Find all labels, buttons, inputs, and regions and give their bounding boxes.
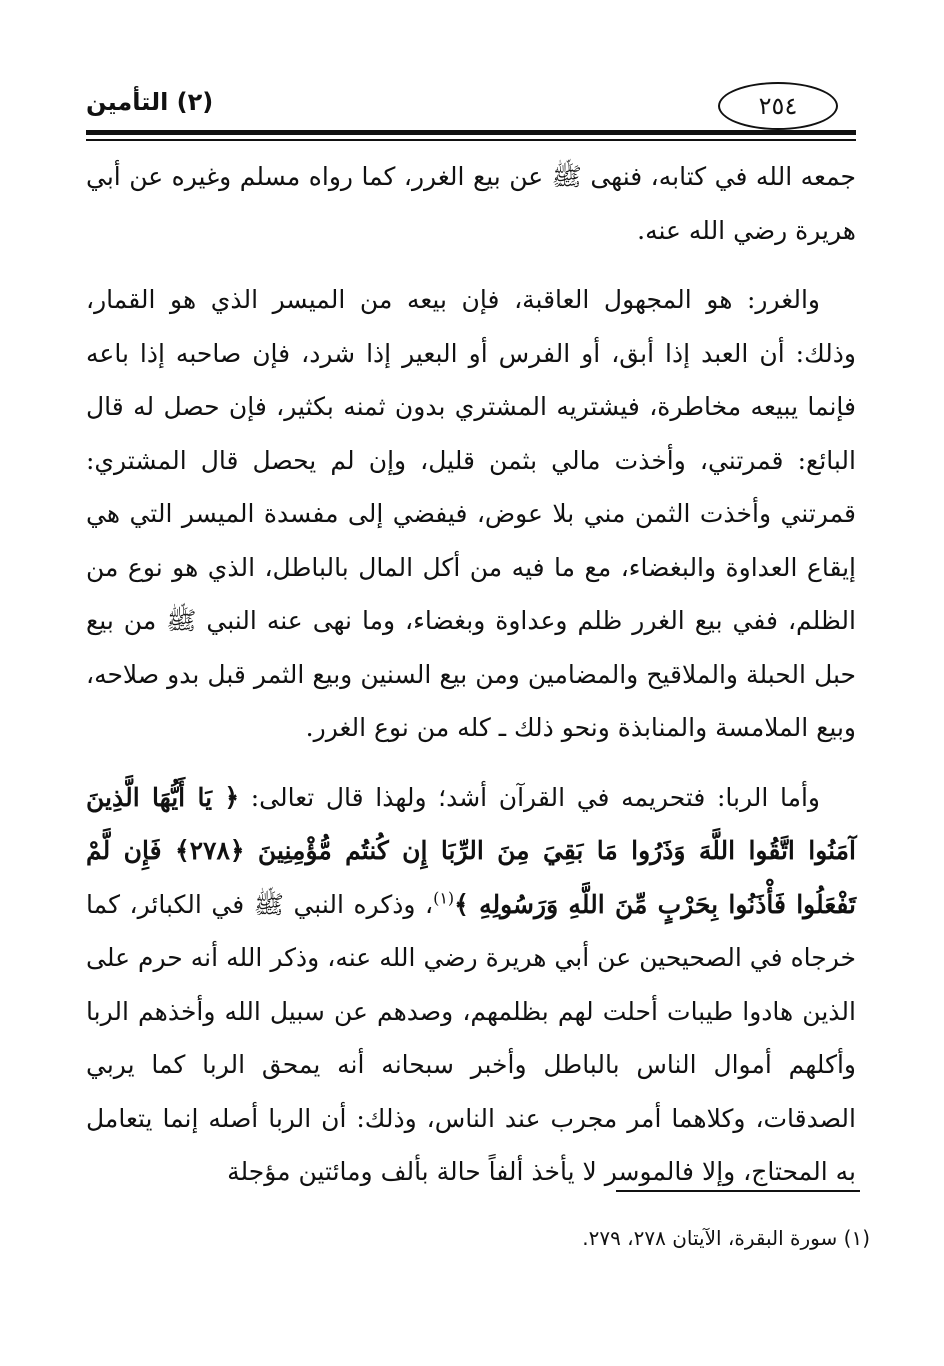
paragraph-3 xyxy=(86,771,856,1199)
footnote: (١) سورة البقرة، الآيتان ٢٧٨، ٢٧٩. xyxy=(582,1226,870,1250)
paragraph-3-intro: وأما الربا: فتحريمه في القرآن أشد؛ ولهذا قال تعالى: xyxy=(250,782,820,812)
header-rule-thick xyxy=(86,130,856,135)
page-header xyxy=(86,82,856,130)
footnote-separator xyxy=(616,1190,860,1192)
footnote-reference: (١) xyxy=(433,888,455,908)
header-rule-thin xyxy=(86,139,856,141)
body-text xyxy=(86,150,856,1199)
quran-verse: ﴿ يَا أَيُّهَا الَّذِينَ آمَنُوا اتَّقُوا اللَّهَ وَذَرُوا مَا بَقِيَ مِنَ الرِّبَا إِن كُنتُم مُّؤْمِنِينَ ﴿٢٧٨﴾ فَإِن لَّمْ تَفْعَلُوا فَأْذَنُوا بِحَرْبٍ مِّنَ اللَّهِ وَرَسُولِهِ ﴾ xyxy=(86,782,856,919)
paragraph-2-text: والغرر: هو المجهول العاقبة، فإن بيعه من الميسر الذي هو القمار، وذلك: أن العبد إذا أبق، أو الفرس أو البعير إذا شرد، فإن صاحبه إذا باعه فإنما يبيعه مخاطرة، فيشتريه المشتري بدون ثمنه بكثير، فإن حصل له قال البائع: قمرتني، وأخذت مالي بثمن قليل، وإن لم يحصل قال المشتري: قمرتني وأخذت الثمن مني بلا عوض، فيفضي إلى مفسدة الميسر التي هي إيقاع العداوة والبغضاء، مع ما فيه من أكل المال بالباطل، الذي هو نوع من الظلم، ففي بيع الغرر ظلم وعداوة وبغضاء، وما نهى عنه النبي ﷺ من بيع حبل الحبلة والملاقيح والمضامين ومن بيع السنين وبيع الثمر قبل بدو صلاحه، وبيع الملامسة والمنابذة ونحو ذلك ـ كله من نوع الغرر. xyxy=(86,285,856,742)
paragraph-1: جمعه الله في كتابه، فنهى ﷺ عن بيع الغرر، كما رواه مسلم وغيره عن أبي هريرة رضي الله عنه. xyxy=(86,162,856,245)
page-number: ٢٥٤ xyxy=(718,82,838,130)
paragraph-3-rest: ، وذكره النبي ﷺ في الكبائر، كما خرجاه في الصحيحين عن أبي هريرة رضي الله عنه، وذكر الله أنه حرم على الذين هادوا طيبات أحلت لهم بظلمهم، وصدهم عن سبيل الله وأخذهم الربا وأكلهم أموال الناس بالباطل وأخبر سبحانه أنه يمحق الربا كما يربي الصدقات، وكلاهما أمر مجرب عند الناس، وذلك: أن الربا أصله إنما يتعامل به المحتاج، وإلا فالموسر لا يأخذ ألفاً حالة بألف ومائتين مؤجلة xyxy=(86,889,856,1186)
section-title: (٢) التأمين xyxy=(86,88,214,116)
paragraph-2 xyxy=(86,273,856,755)
